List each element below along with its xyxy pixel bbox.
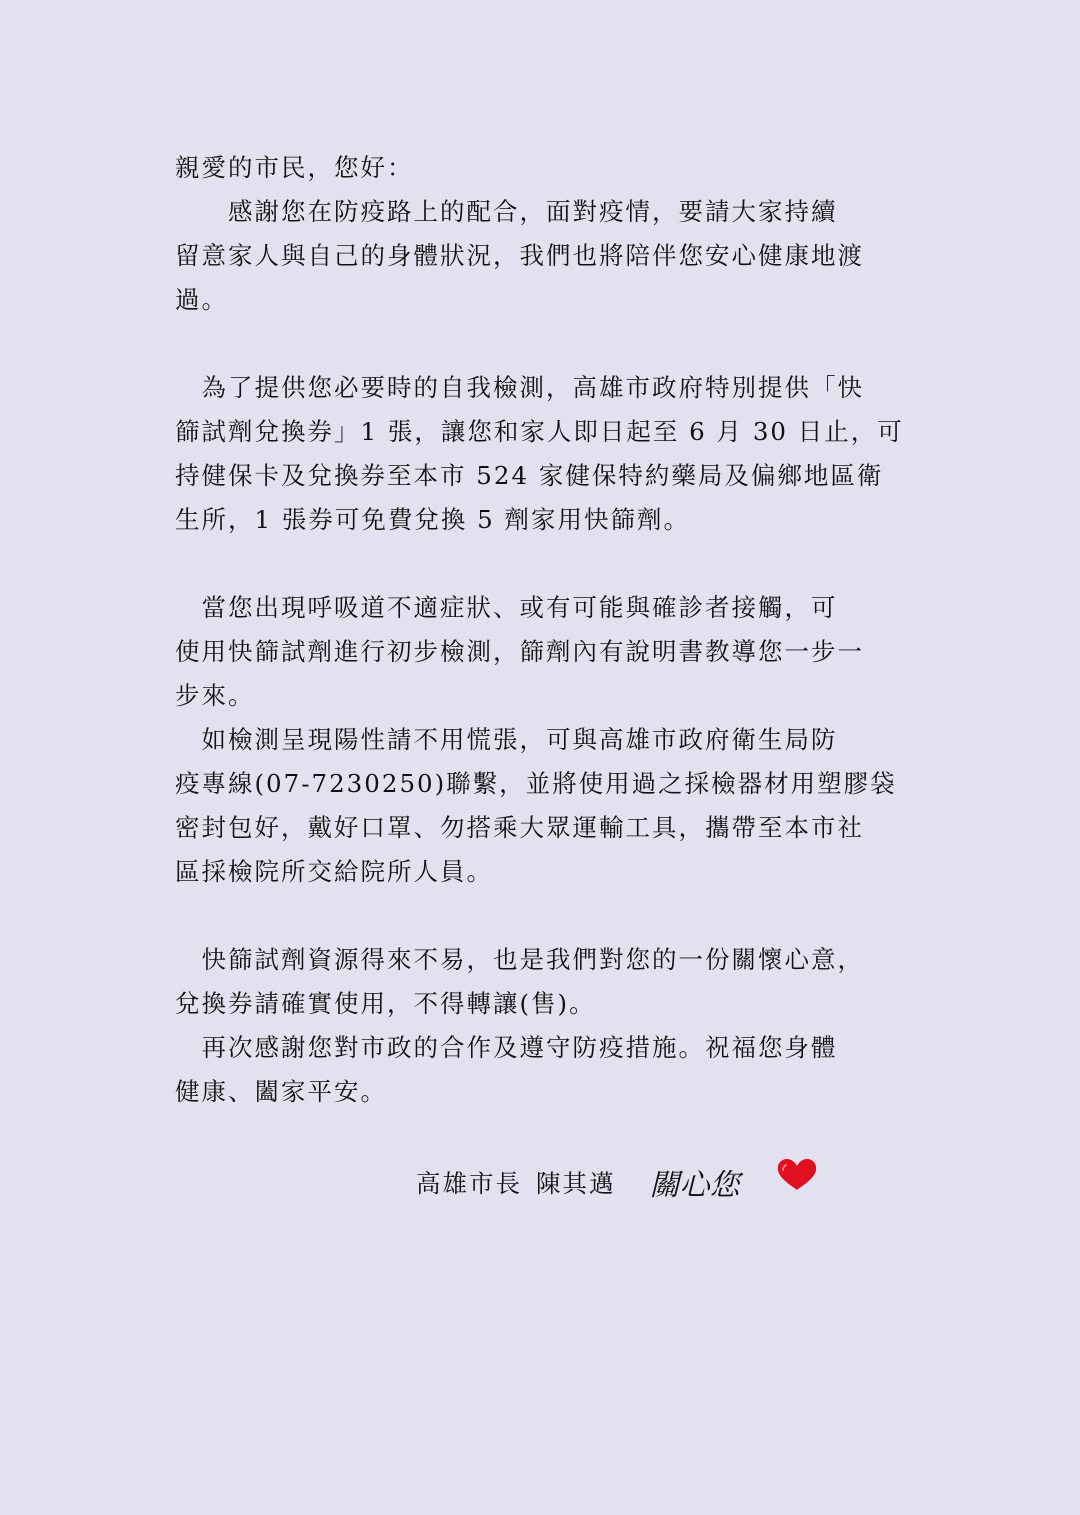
paragraph-closing (175, 1026, 910, 1114)
paragraph-line: 步來。 (175, 681, 255, 710)
heart-icon (776, 1158, 818, 1192)
paragraph-line: 當您出現呼吸道不適症狀、或有可能與確診者接觸，可 (175, 593, 838, 622)
paragraph-resources (175, 938, 910, 1026)
paragraph-line: 留意家人與自己的身體狀況，我們也將陪伴您安心健康地渡 (175, 241, 864, 270)
paragraph-line: 篩試劑兌換券」1 張，讓您和家人即日起至 6 月 30 日止，可 (175, 417, 904, 446)
paragraph-line: 健康、闔家平安。 (175, 1077, 387, 1106)
signature-title: 高雄市長 (416, 1168, 522, 1198)
paragraph-line: 再次感謝您對市政的合作及遵守防疫措施。祝福您身體 (175, 1033, 838, 1062)
greeting: 親愛的市民，您好： (175, 153, 414, 182)
letter-body (175, 146, 910, 1114)
signature-name: 陳其邁 (536, 1168, 616, 1198)
paragraph-positive (175, 718, 910, 894)
paragraph-line: 區採檢院所交給院所人員。 (175, 857, 493, 886)
paragraph-spacer (175, 322, 910, 366)
paragraph-line: 感謝您在防疫路上的配合，面對疫情，要請大家持續 (175, 197, 838, 226)
paragraph-line: 使用快篩試劑進行初步檢測，篩劑內有說明書教導您一步一 (175, 637, 864, 666)
paragraph-line: 如檢測呈現陽性請不用慌張，可與高雄市政府衛生局防 (175, 725, 838, 754)
paragraph-line: 兌換券請確實使用，不得轉讓(售)。 (175, 989, 596, 1018)
paragraph-line: 過。 (175, 285, 228, 314)
paragraph-line: 持健保卡及兌換券至本市 524 家健保特約藥局及偏鄉地區衛 (175, 461, 884, 490)
paragraph-voucher (175, 366, 910, 542)
paragraph-symptoms (175, 586, 910, 718)
paragraph-line: 密封包好，戴好口罩、勿搭乘大眾運輸工具，攜帶至本市社 (175, 813, 864, 842)
paragraph-spacer (175, 894, 910, 938)
signature (416, 1160, 818, 1204)
paragraph-spacer (175, 542, 910, 586)
paragraph-line: 生所，1 張券可免費兌換 5 劑家用快篩劑。 (175, 505, 691, 534)
paragraph-thanks (175, 190, 910, 322)
paragraph-line: 疫專線(07-7230250)聯繫，並將使用過之採檢器材用塑膠袋 (175, 769, 897, 798)
paragraph-line: 快篩試劑資源得來不易，也是我們對您的一份關懷心意， (175, 945, 864, 974)
paragraph-line: 為了提供您必要時的自我檢測，高雄市政府特別提供「快 (175, 373, 864, 402)
signature-care-text: 關心您 (649, 1168, 740, 1203)
